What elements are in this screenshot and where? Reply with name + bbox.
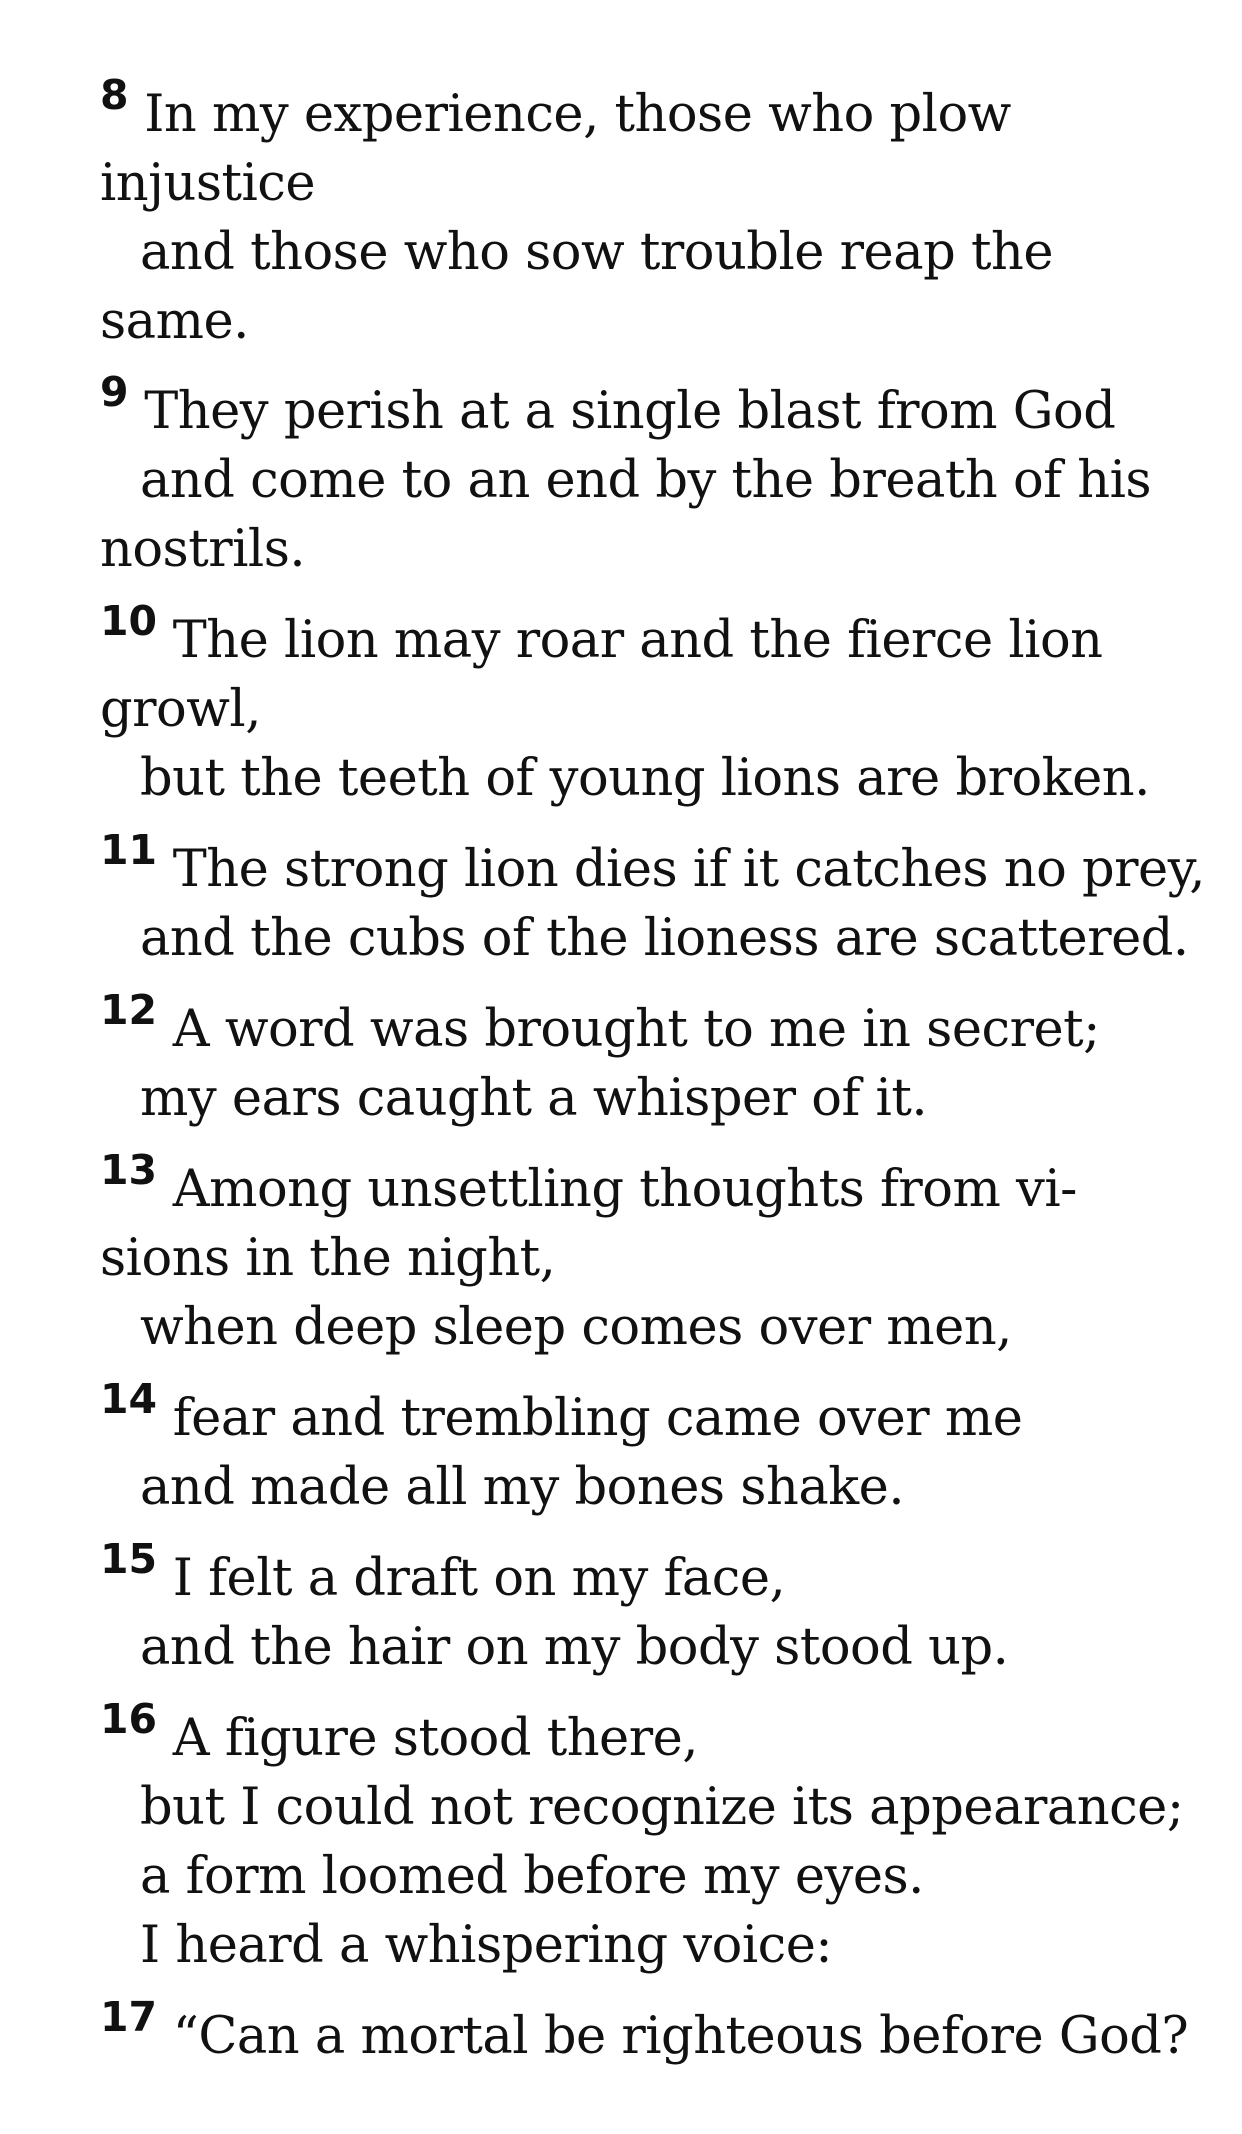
verse-number: 17	[100, 1993, 158, 2041]
verse-number: 15	[100, 1535, 158, 1583]
verse-16-cont-1: but I could not recognize its appearance;	[140, 1778, 1184, 1837]
verse-10-wrap: growl,	[100, 680, 261, 739]
verse-8-wrap: injustice	[100, 154, 316, 213]
verse-13-wrap: sions in the night,	[100, 1229, 556, 1288]
verse-8-cont-2: same.	[100, 292, 249, 351]
verse-12-line	[100, 986, 1210, 1064]
verse-text: The strong lion dies if it catches no prey,	[172, 840, 1205, 899]
verse-text: The lion may roar and the fierce lion	[172, 611, 1103, 670]
verse-15-line	[100, 1535, 1210, 1613]
verse-17-line	[100, 1993, 1210, 2071]
verse-text: fear and trembling came over me	[172, 1389, 1023, 1448]
verse-text: Among unsettling thoughts from vi-	[172, 1160, 1077, 1219]
verse-text: A figure stood there,	[172, 1709, 699, 1768]
verse-number: 10	[100, 597, 158, 645]
verse-13-line	[100, 1146, 1210, 1224]
verse-10-cont-1: but the teeth of young lions are broken.	[140, 749, 1150, 808]
verse-12-cont-1: my ears caught a whisper of it.	[140, 1069, 928, 1128]
verse-9-cont-2: nostrils.	[100, 520, 306, 579]
verse-number: 14	[100, 1375, 158, 1423]
verse-number: 16	[100, 1695, 158, 1743]
verse-number: 13	[100, 1146, 158, 1194]
verse-text: “Can a mortal be righteous before God?	[172, 2007, 1189, 2066]
verse-9-cont-1: and come to an end by the breath of his	[140, 451, 1152, 510]
verse-number: 11	[100, 826, 158, 874]
verse-11-line	[100, 826, 1210, 904]
verse-13-cont-1: when deep sleep comes over men,	[140, 1298, 1012, 1357]
verse-8-line	[100, 71, 1210, 149]
verse-text: They perish at a single blast from God	[144, 382, 1116, 441]
verse-14-line	[100, 1375, 1210, 1453]
verse-text: I felt a draft on my face,	[172, 1549, 786, 1608]
verse-16-line	[100, 1695, 1210, 1773]
verse-16-cont-3: I heard a whispering voice:	[140, 1916, 833, 1975]
verse-10-line	[100, 597, 1210, 675]
verse-number: 8	[100, 71, 129, 119]
verse-11-cont-1: and the cubs of the lioness are scattered.	[140, 909, 1189, 968]
verse-16-cont-2: a form loomed before my eyes.	[140, 1847, 924, 1906]
verse-text: In my experience, those who plow	[144, 85, 1011, 144]
verse-text: A word was brought to me in secret;	[172, 1000, 1100, 1059]
verse-number: 12	[100, 986, 158, 1034]
verse-14-cont-1: and made all my bones shake.	[140, 1458, 905, 1517]
verse-9-line	[100, 368, 1210, 446]
verse-8-cont-1: and those who sow trouble reap the	[140, 223, 1054, 282]
verse-15-cont-1: and the hair on my body stood up.	[140, 1618, 1009, 1677]
verse-number: 9	[100, 368, 129, 416]
